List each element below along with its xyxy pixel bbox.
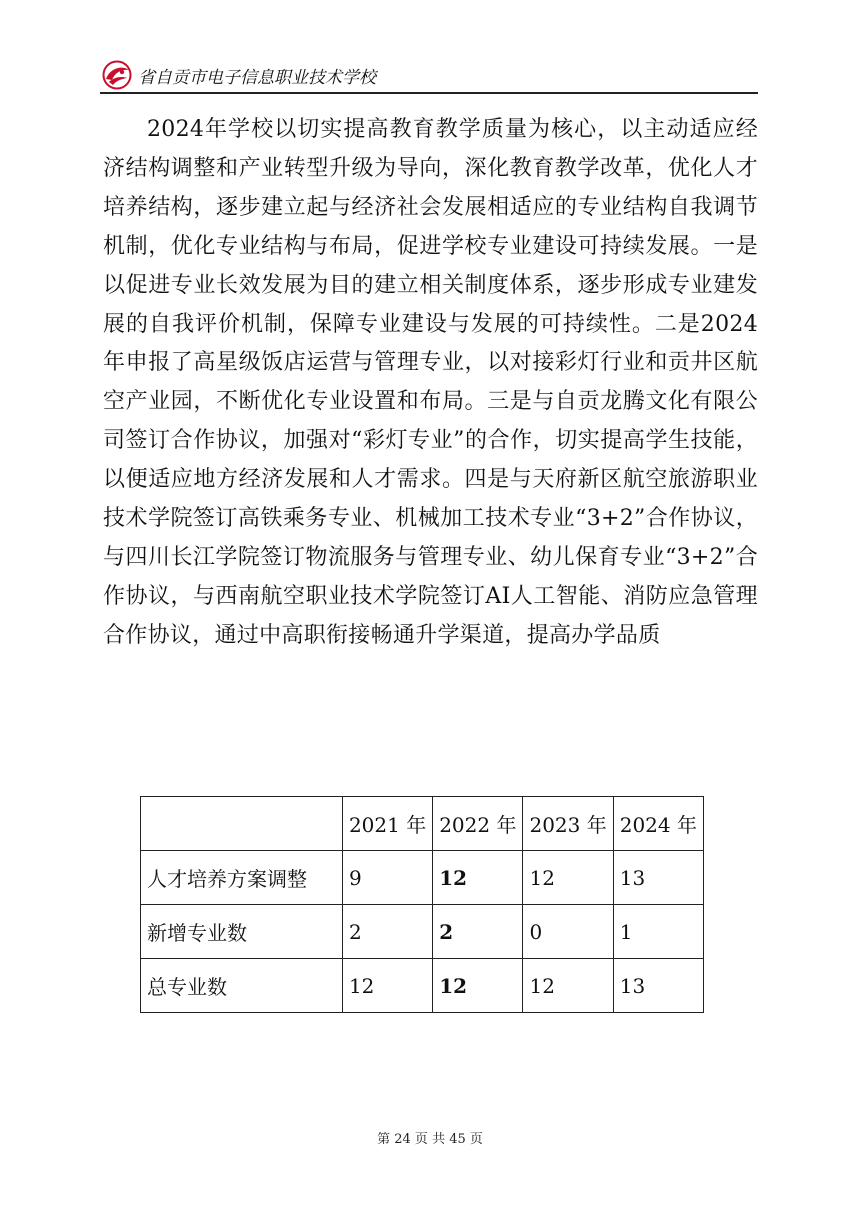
table-cell: 13	[613, 851, 703, 905]
table-header-cell: 2021 年	[342, 797, 432, 851]
table-cell: 0	[523, 905, 613, 959]
table-cell: 2	[342, 905, 432, 959]
school-emblem-icon	[100, 60, 134, 90]
page-header	[100, 58, 758, 94]
table-cell: 2	[433, 905, 523, 959]
page-number: 第 24 页 共 45 页	[377, 1132, 483, 1147]
table-header-cell	[141, 797, 343, 851]
table-cell: 13	[613, 959, 703, 1013]
table-cell: 12	[523, 959, 613, 1013]
table-row-label: 新增专业数	[141, 905, 343, 959]
table-cell: 12	[433, 851, 523, 905]
table-row	[141, 851, 704, 905]
body-paragraph: 2024年学校以切实提高教育教学质量为核心，以主动适应经济结构调整和产业转型升级为导向，深化教育教学改革，优化人才培养结构，逐步建立起与经济社会发展相适应的专业结构自我调节机制，优化专业结构与布局，促进学校专业建设可持续发展。一是以促进专业长效发展为目的建立相关制度体系，逐步形成专业建发展的自我评价机制，保障专业建设与发展的可持续性。二是2024年申报了高星级饭店运营与管理专业，以对接彩灯行业和贡井区航空产业园，不断优化专业设置和布局。三是与自贡龙腾文化有限公司签订合作协议，加强对“彩灯专业”的合作，切实提高学生技能，以便适应地方经济发展和人才需求。四是与天府新区航空旅游职业技术学院签订高铁乘务专业、机械加工技术专业“3+2”合作协议，与四川长江学院签订物流服务与管理专业、幼儿保育专业“3+2”合作协议，与西南航空职业技术学院签订AI人工智能、消防应急管理合作协议，通过中高职衔接畅通升学渠道，提高办学品质	[103, 117, 758, 648]
table-row-label: 总专业数	[141, 959, 343, 1013]
table-row-label: 人才培养方案调整	[141, 851, 343, 905]
table-header-row	[141, 797, 704, 851]
table-cell: 9	[342, 851, 432, 905]
table-row	[141, 959, 704, 1013]
table-cell: 12	[342, 959, 432, 1013]
school-name: 省自贡市电子信息职业技术学校	[138, 67, 376, 88]
table-cell: 12	[523, 851, 613, 905]
table-cell: 12	[433, 959, 523, 1013]
table-header-cell: 2023 年	[523, 797, 613, 851]
table-row	[141, 905, 704, 959]
table-header-cell: 2022 年	[433, 797, 523, 851]
table-header-cell: 2024 年	[613, 797, 703, 851]
table-cell: 1	[613, 905, 703, 959]
stats-table	[140, 796, 704, 1013]
